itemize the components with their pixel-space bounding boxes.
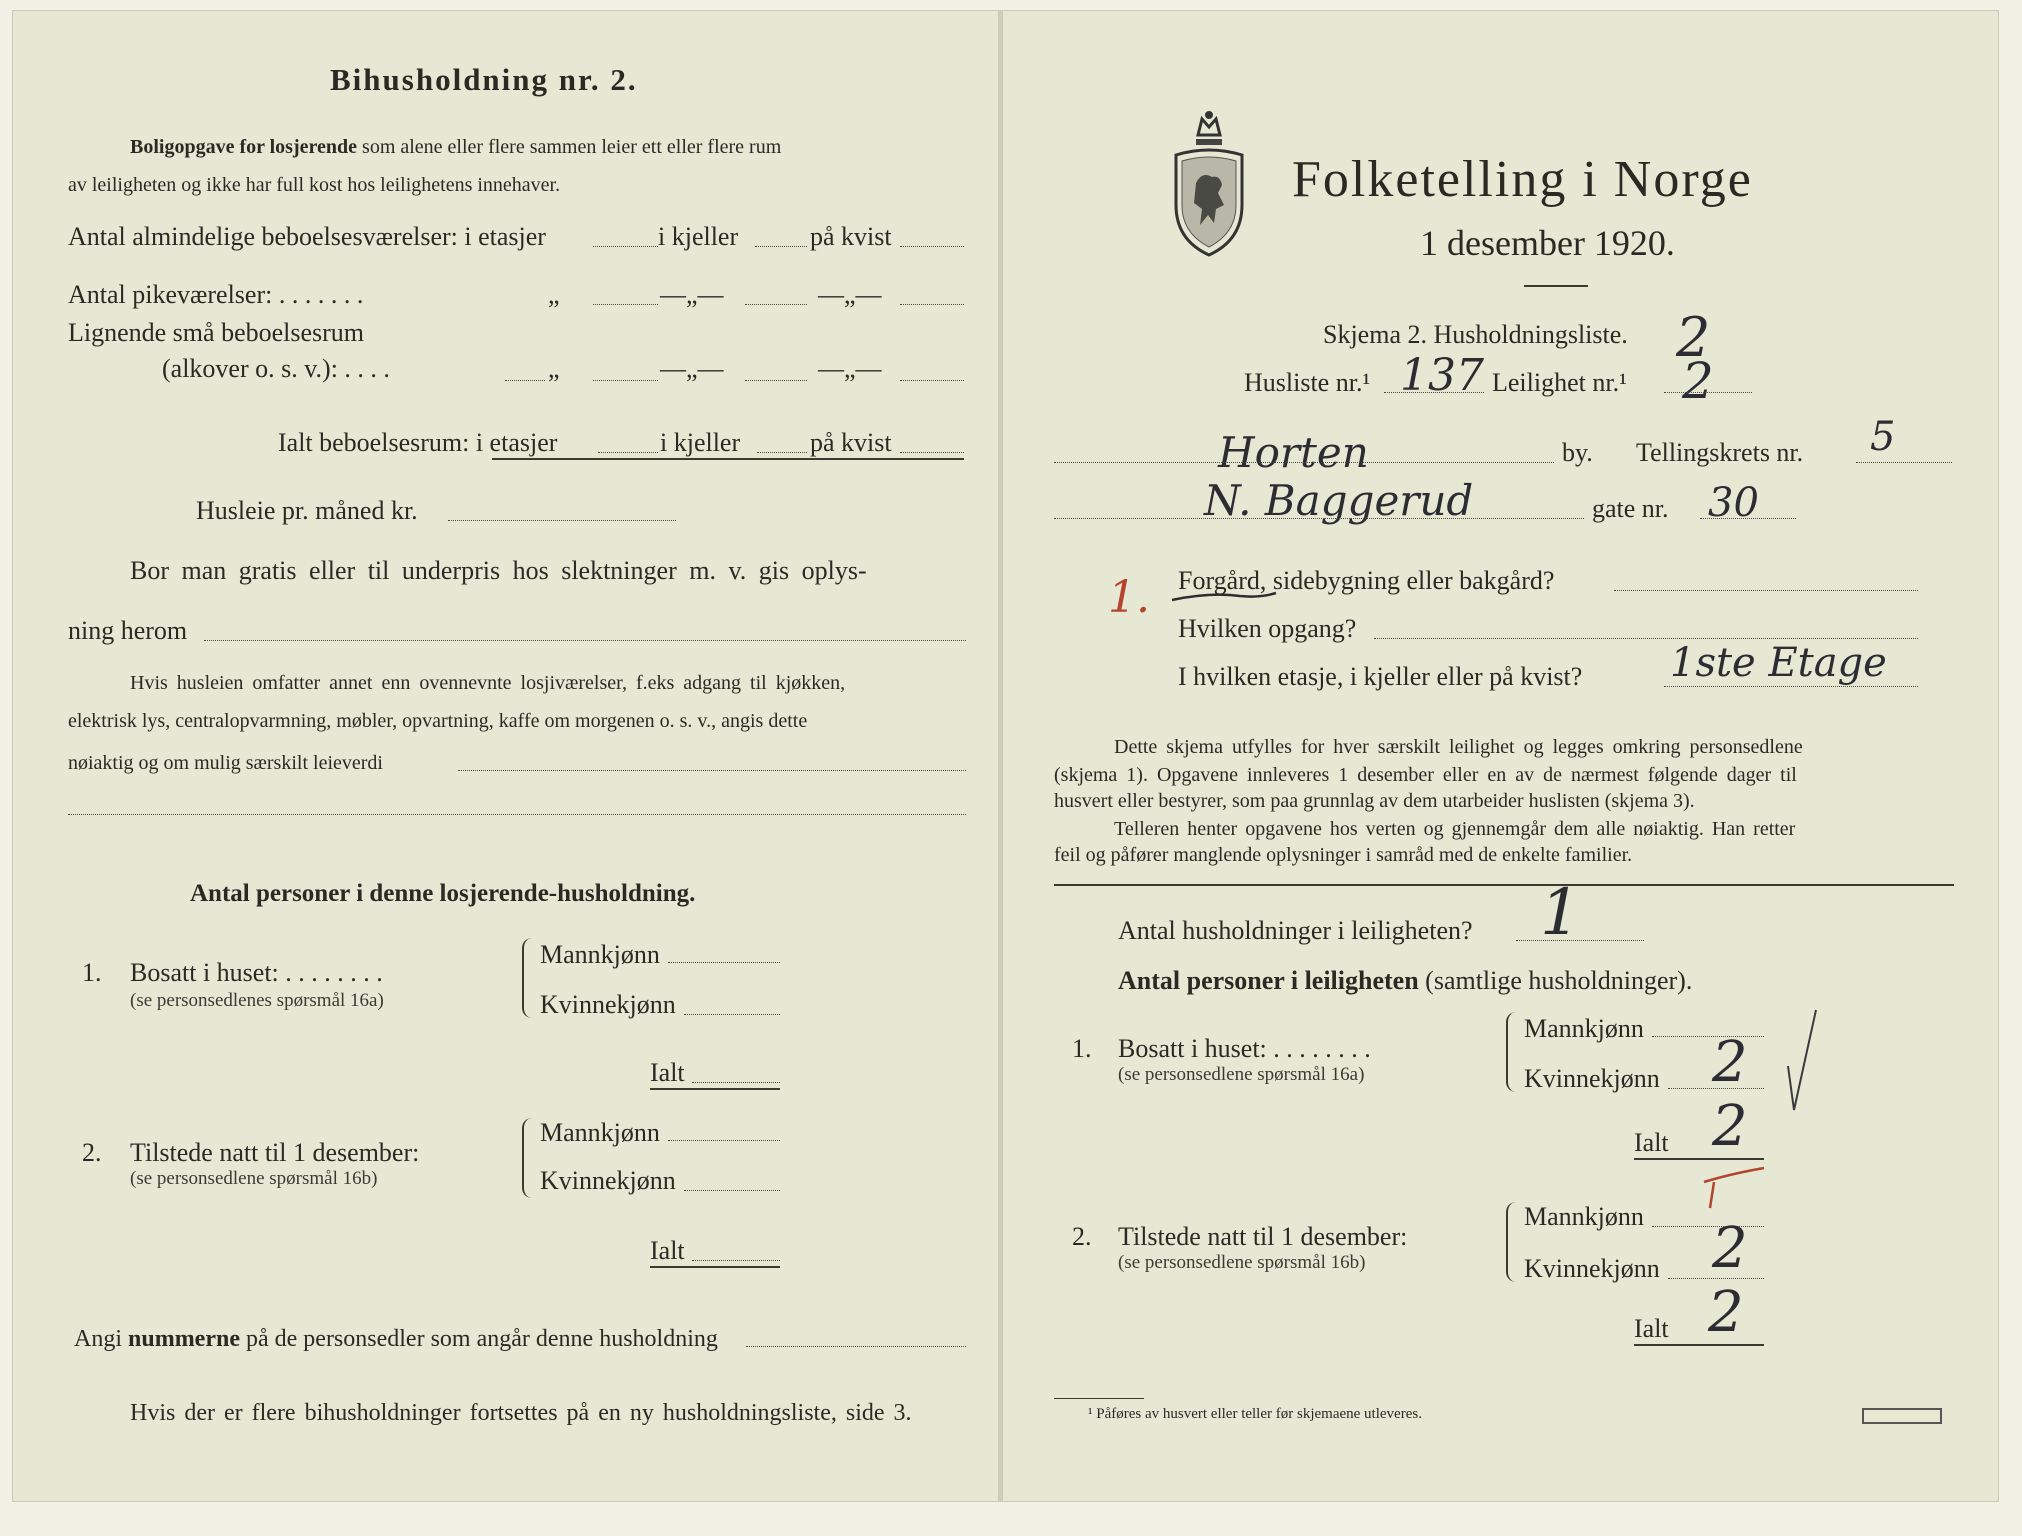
row1-etasjer-field[interactable] [593, 246, 658, 247]
row2-kvist-field[interactable] [900, 304, 964, 305]
left-bosatt-kvinne-label: Kvinnekjønn [540, 990, 676, 1019]
right-persons-heading-rest: (samtlige husholdninger). [1425, 966, 1693, 995]
right-title: Folketelling i Norge [1292, 151, 1753, 208]
krets-label: Tellingskrets nr. [1636, 438, 1804, 467]
row3-lead-field[interactable] [505, 380, 545, 381]
right-bosatt-ialt-value: 2 [1712, 1094, 1748, 1159]
row1-kjeller-field[interactable] [755, 246, 807, 247]
husliste-value: 137 [1400, 350, 1484, 401]
row2-ditto-1: „ [548, 280, 560, 309]
antal-hush-label: Antal husholdninger i leiligheten? [1118, 916, 1473, 945]
ialt-kvist: på kvist [810, 428, 892, 457]
right-tilstede-num: 2. [1072, 1222, 1092, 1251]
left-tilstede-label: Tilstede natt til 1 desember: [130, 1138, 420, 1167]
row3-ditto-1: „ [548, 354, 560, 383]
row3-ditto-3: —„— [818, 354, 882, 383]
gate-value: N. Baggerud [1204, 476, 1474, 525]
norway-coat-of-arms-icon [1168, 105, 1250, 257]
angi-field[interactable] [746, 1346, 966, 1347]
note-line3: nøiaktig og om mulig særskilt leieverdi [68, 752, 383, 774]
right-tilstede-sub: (se personsedlene spørsmål 16b) [1118, 1252, 1366, 1273]
right-tilstede-kvinne-label: Kvinnekjønn [1524, 1254, 1660, 1283]
row2-kjeller-field[interactable] [745, 304, 807, 305]
row1-kjeller: i kjeller [658, 222, 739, 251]
intro-rest: som alene eller flere sammen leier ett eller flere rum [362, 136, 782, 158]
gratis-line2: ning herom [68, 616, 188, 645]
right-tilstede-label: Tilstede natt til 1 desember: [1118, 1222, 1408, 1251]
angi-post: på de personsedler som angår denne husholdning [245, 1326, 718, 1352]
right-tilstede-ialt-value: 2 [1708, 1280, 1744, 1345]
right-tilstede-mann-label: Mannkjønn [1524, 1202, 1644, 1231]
row1-kvist: på kvist [810, 222, 892, 251]
left-bosatt-ialt-field[interactable] [692, 1082, 780, 1083]
ialt-beboelsesrum-label: Ialt beboelsesrum: i etasjer [278, 428, 558, 457]
leieverdi-field[interactable] [458, 770, 966, 771]
q3-value: 1ste Etage [1670, 640, 1887, 686]
gate-nr-field[interactable] [1700, 518, 1796, 519]
right-bosatt-mann-label: Mannkjønn [1524, 1014, 1644, 1043]
left-tilstede-sub: (se personsedlene spørsmål 16b) [130, 1168, 378, 1189]
husleie-field[interactable] [448, 520, 676, 521]
husleie-label: Husleie pr. måned kr. [196, 496, 418, 525]
right-bosatt-kvinne-label: Kvinnekjønn [1524, 1064, 1660, 1093]
ialt-underline [492, 458, 964, 460]
krets-value: 5 [1870, 414, 1896, 460]
row3-ditto-2: —„— [660, 354, 724, 383]
left-tilstede-ialt-label: Ialt [650, 1236, 685, 1265]
gratis-line1: Bor man gratis eller til underpris hos slektninger m. v. gis oplys- [130, 556, 867, 585]
ialt-etasjer-field[interactable] [598, 452, 658, 453]
right-bosatt-ialt-label: Ialt [1634, 1128, 1669, 1157]
by-value: Horten [1218, 428, 1369, 477]
left-tilstede-mann-label: Mannkjønn [540, 1118, 660, 1147]
left-bosatt-ialt-underline [650, 1088, 780, 1090]
check-mark-icon [1782, 1006, 1822, 1116]
ialt-kjeller: i kjeller [660, 428, 741, 457]
row2-label: Antal pikeværelser: . . . . . . . [68, 280, 364, 309]
left-bosatt-num: 1. [82, 958, 102, 987]
q2-label: Hvilken opgang? [1178, 614, 1357, 643]
right-bosatt-kvinne-value: 2 [1712, 1030, 1748, 1095]
husliste-label: Husliste nr.¹ [1244, 368, 1371, 397]
left-tilstede-kvinne-field[interactable] [684, 1190, 780, 1191]
right-date: 1 desember 1920. [1420, 223, 1675, 263]
leilighet-field[interactable] [1664, 392, 1752, 393]
q3-label: I hvilken etasje, i kjeller eller på kvist? [1178, 662, 1583, 691]
right-tilstede-kvinne-value: 2 [1712, 1216, 1748, 1281]
info-line2: (skjema 1). Opgavene innleveres 1 desember eller en av de nærmest følgende dager til [1054, 764, 1797, 786]
skjema-value: 2 [1676, 306, 1711, 369]
right-bosatt-sub: (se personsedlene spørsmål 16a) [1118, 1064, 1365, 1085]
row1-label: Antal almindelige beboelsesværelser: i etasjer [68, 222, 546, 251]
right-tilstede-ialt-label: Ialt [1634, 1314, 1669, 1343]
right-tilstede-ialt-underline [1634, 1344, 1764, 1346]
info-line1: Dette skjema utfylles for hver særskilt leilighet og legges omkring personsedlene [1114, 736, 1803, 758]
row3-etasjer-field[interactable] [593, 380, 658, 381]
row2-ditto-3: —„— [818, 280, 882, 309]
left-bosatt-sub: (se personsedlenes spørsmål 16a) [130, 990, 384, 1011]
gate-label: gate nr. [1592, 494, 1669, 523]
left-tilstede-brace [522, 1118, 534, 1198]
row2-ditto-2: —„— [660, 280, 724, 309]
info-line5: feil og påfører manglende oplysninger i samråd med de enkelte familier. [1054, 844, 1633, 866]
left-persons-heading: Antal personer i denne losjerende-husholdning. [190, 880, 696, 907]
left-bosatt-mann-label: Mannkjønn [540, 940, 660, 969]
right-tilstede-brace [1506, 1202, 1518, 1282]
section-rule [1054, 884, 1954, 886]
husliste-field[interactable] [1384, 392, 1484, 393]
intro-line2: av leiligheten og ikke har full kost hos leilighetens innehaver. [68, 174, 561, 196]
left-tilstede-ialt-underline [650, 1266, 780, 1268]
red-correction-mark [1700, 1164, 1770, 1214]
right-footnote: ¹ Påføres av husvert eller teller før skjemaene utleveres. [1088, 1406, 1422, 1422]
left-tilstede-ialt-field[interactable] [692, 1260, 780, 1261]
left-tilstede-mann-field[interactable] [668, 1140, 780, 1141]
antal-hush-value: 1 [1540, 876, 1581, 950]
left-bosatt-mann-field[interactable] [668, 962, 780, 963]
by-field[interactable] [1054, 462, 1554, 463]
row3-kjeller-field[interactable] [745, 380, 807, 381]
gate-nr-value: 30 [1708, 480, 1759, 526]
leieverdi-field-2[interactable] [68, 814, 966, 815]
left-footer: Hvis der er flere bihusholdninger fortsettes på en ny husholdningsliste, side 3. [130, 1400, 912, 1426]
intro-bold: Boligopgave for losjerende [130, 136, 358, 158]
row2-etasjer-field[interactable] [593, 304, 658, 305]
angi-bold: nummerne [128, 1326, 240, 1352]
ialt-kjeller-field[interactable] [757, 452, 807, 453]
row3b-label: (alkover o. s. v.): . . . . [162, 354, 390, 383]
right-persons-heading-bold: Antal personer i leiligheten [1118, 966, 1419, 995]
right-bosatt-ialt-underline [1634, 1158, 1764, 1160]
red-mark-1: 1. [1108, 572, 1150, 623]
info-line3: husvert eller bestyrer, som paa grunnlag av dem utarbeider huslisten (skjema 3). [1054, 790, 1695, 812]
q1-label: Forgård, sidebygning eller bakgård? [1178, 566, 1555, 595]
date-rule [1524, 285, 1588, 287]
row3a-label: Lignende små beboelsesrum [68, 318, 365, 347]
angi-pre: Angi [74, 1326, 122, 1352]
q3-field[interactable] [1664, 686, 1918, 687]
page-fold [999, 10, 1002, 1502]
footnote-rule [1054, 1398, 1144, 1399]
left-bosatt-ialt-label: Ialt [650, 1058, 685, 1087]
skjema-label: Skjema 2. Husholdningsliste. [1323, 320, 1628, 349]
row1-kvist-field[interactable] [900, 246, 964, 247]
gratis-field[interactable] [204, 640, 966, 641]
right-bosatt-label: Bosatt i huset: . . . . . . . . [1118, 1034, 1371, 1063]
left-tilstede-kvinne-label: Kvinnekjønn [540, 1166, 676, 1195]
ialt-kvist-field[interactable] [900, 452, 964, 453]
note-line2: elektrisk lys, centralopvarmning, møbler, opvartning, kaffe om morgenen o. s. v., angis dette [68, 710, 808, 732]
krets-field[interactable] [1856, 462, 1952, 463]
left-bosatt-brace [522, 938, 534, 1018]
printer-stamp [1862, 1408, 1942, 1424]
q1-handwritten-underline [1170, 590, 1280, 604]
left-tilstede-num: 2. [82, 1138, 102, 1167]
left-title: Bihusholdning nr. 2. [330, 62, 638, 97]
leilighet-label: Leilighet nr.¹ [1492, 368, 1627, 397]
q2-field[interactable] [1374, 638, 1918, 639]
left-bosatt-kvinne-field[interactable] [684, 1014, 780, 1015]
right-bosatt-brace [1506, 1012, 1518, 1092]
info-line4: Telleren henter opgavene hos verten og gjennemgår dem alle nøiaktig. Han retter [1114, 818, 1796, 840]
gate-field[interactable] [1054, 518, 1584, 519]
leilighet-value: 2 [1682, 352, 1714, 410]
right-bosatt-num: 1. [1072, 1034, 1092, 1063]
left-bosatt-label: Bosatt i huset: . . . . . . . . [130, 958, 383, 987]
row3-kvist-field[interactable] [900, 380, 964, 381]
by-label: by. [1562, 438, 1593, 467]
antal-hush-field[interactable] [1516, 940, 1644, 941]
note-line1: Hvis husleien omfatter annet enn ovennevnte losjiværelser, f.eks adgang til kjøkken, [130, 672, 846, 694]
q1-field[interactable] [1614, 590, 1918, 591]
